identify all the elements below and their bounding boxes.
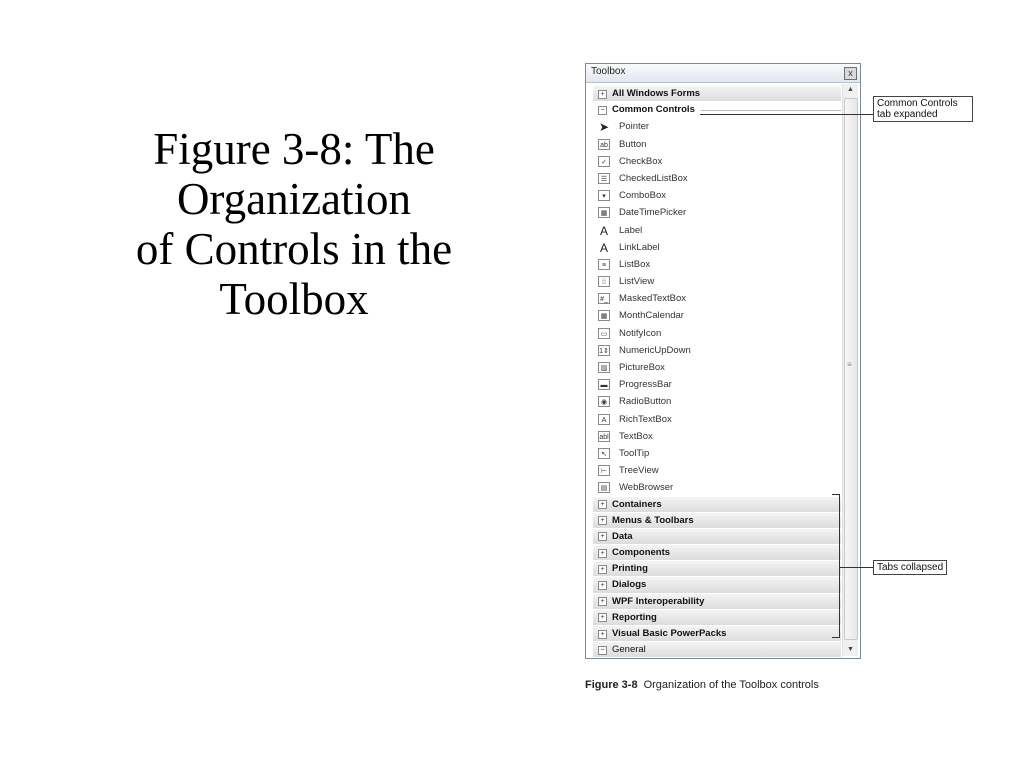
category-label: Data bbox=[612, 530, 633, 542]
callout-line-collapsed bbox=[839, 567, 874, 568]
slide-title-line-1: Figure 3-8: The bbox=[153, 124, 435, 174]
expand-icon[interactable]: + bbox=[598, 630, 607, 639]
toolbox-item-label: LinkLabel bbox=[619, 241, 660, 253]
toolbox-item[interactable] bbox=[593, 411, 841, 428]
toolbox-item-label: CheckBox bbox=[619, 155, 663, 167]
category-all-windows-forms[interactable] bbox=[593, 86, 841, 102]
toolbox-item[interactable] bbox=[593, 359, 841, 376]
category-printing[interactable] bbox=[593, 561, 841, 577]
slide-title-line-4: Toolbox bbox=[219, 274, 369, 324]
category-label: Containers bbox=[612, 498, 662, 510]
toolbox-item[interactable] bbox=[593, 479, 841, 496]
category-general[interactable] bbox=[593, 642, 841, 658]
category-divider bbox=[701, 110, 841, 111]
toolbox-item[interactable] bbox=[593, 342, 841, 359]
toolbox-item[interactable] bbox=[593, 290, 841, 307]
pointer-icon: ➤ bbox=[598, 120, 610, 135]
expand-icon[interactable]: + bbox=[598, 549, 607, 558]
toolbox-item[interactable] bbox=[593, 187, 841, 204]
scroll-grip-icon: ≡ bbox=[847, 360, 852, 369]
close-icon[interactable]: x bbox=[844, 67, 857, 80]
rich-text-box-icon: A bbox=[598, 414, 610, 425]
scroll-down-icon[interactable]: ▼ bbox=[847, 646, 854, 653]
toolbox-item[interactable] bbox=[593, 307, 841, 324]
toolbox-item-label: MonthCalendar bbox=[619, 310, 684, 322]
checked-list-box-icon: ☰ bbox=[598, 173, 610, 184]
toolbox-item[interactable] bbox=[593, 393, 841, 410]
category-label: All Windows Forms bbox=[612, 88, 701, 99]
category-label: Menus & Toolbars bbox=[612, 514, 694, 526]
toolbox-header bbox=[586, 64, 860, 83]
toolbox-item-label: ListView bbox=[619, 276, 655, 288]
progress-bar-icon: ▬ bbox=[598, 379, 610, 390]
toolbox-item-label: CheckedListBox bbox=[619, 172, 688, 184]
web-browser-icon: ▤ bbox=[598, 482, 610, 493]
expand-icon[interactable]: + bbox=[598, 500, 607, 509]
callout-expanded: Common Controls tab expanded bbox=[873, 96, 973, 122]
collapsed-categories bbox=[593, 497, 841, 643]
toolbox-item[interactable] bbox=[593, 325, 841, 342]
toolbox-item[interactable] bbox=[593, 376, 841, 393]
toolbox-item[interactable] bbox=[593, 170, 841, 187]
text-box-icon: abl bbox=[598, 431, 610, 442]
category-containers[interactable] bbox=[593, 497, 841, 513]
picture-box-icon: ▨ bbox=[598, 362, 610, 373]
button-icon: ab bbox=[598, 139, 610, 150]
caption-text: Organization of the Toolbox controls bbox=[643, 679, 819, 691]
control-items bbox=[593, 118, 841, 496]
toolbox-item-label: ToolTip bbox=[619, 447, 650, 459]
tooltip-icon: ↖ bbox=[598, 448, 610, 459]
scroll-thumb[interactable] bbox=[844, 98, 858, 640]
toolbox-item-label: ComboBox bbox=[619, 190, 666, 202]
callout-collapsed: Tabs collapsed bbox=[873, 560, 947, 575]
category-label: Components bbox=[612, 547, 671, 559]
toolbox-item[interactable] bbox=[593, 256, 841, 273]
list-box-icon: ≡ bbox=[598, 259, 610, 270]
toolbox-title: Toolbox bbox=[591, 66, 626, 77]
slide-title-line-3: of Controls in the bbox=[135, 224, 453, 274]
category-label: Common Controls bbox=[612, 104, 695, 116]
toolbox-item-label: NotifyIcon bbox=[619, 327, 662, 339]
expand-icon[interactable]: + bbox=[598, 565, 607, 574]
toolbox-window bbox=[585, 63, 861, 659]
label-icon: A bbox=[599, 223, 608, 238]
category-common-controls[interactable] bbox=[593, 102, 841, 118]
toolbox-item-label: WebBrowser bbox=[619, 482, 674, 494]
toolbox-item-label: DateTimePicker bbox=[619, 207, 687, 219]
toolbox-item[interactable] bbox=[593, 273, 841, 290]
scroll-up-icon[interactable]: ▲ bbox=[847, 86, 854, 93]
collapse-icon[interactable]: − bbox=[598, 646, 607, 655]
bracket-bottom bbox=[832, 637, 840, 638]
toolbox-item-label: Pointer bbox=[619, 121, 650, 133]
month-calendar-icon: ▦ bbox=[598, 310, 610, 321]
date-time-picker-icon: ▦ bbox=[598, 207, 610, 218]
caption-number: Figure 3-8 bbox=[585, 679, 638, 691]
masked-text-box-icon: #_ bbox=[598, 293, 610, 304]
category-label: WPF Interoperability bbox=[612, 595, 705, 607]
toolbox-item[interactable] bbox=[593, 222, 841, 239]
toolbox-item[interactable] bbox=[593, 239, 841, 256]
toolbox-item[interactable] bbox=[593, 204, 841, 221]
combo-box-icon: ▾ bbox=[598, 190, 610, 201]
expand-icon[interactable]: + bbox=[598, 90, 607, 99]
category-visual-basic-powerpacks[interactable] bbox=[593, 626, 841, 642]
toolbox-item-label: RadioButton bbox=[619, 396, 672, 408]
expand-icon[interactable]: + bbox=[598, 516, 607, 525]
category-label: Visual Basic PowerPacks bbox=[612, 628, 727, 639]
vertical-scrollbar[interactable] bbox=[842, 84, 858, 656]
category-label: Dialogs bbox=[612, 579, 647, 591]
toolbox-item[interactable] bbox=[593, 462, 841, 479]
figure-caption bbox=[585, 679, 819, 691]
callout-line-expanded bbox=[700, 114, 874, 115]
slide-title bbox=[82, 124, 506, 324]
toolbox-item[interactable] bbox=[593, 136, 841, 153]
toolbox-list bbox=[593, 86, 841, 658]
list-view-icon: ⁞⁞ bbox=[598, 276, 610, 287]
category-label: Reporting bbox=[612, 611, 657, 623]
category-reporting[interactable] bbox=[593, 610, 841, 626]
toolbox-item-label: RichTextBox bbox=[619, 413, 672, 425]
category-components[interactable] bbox=[593, 545, 841, 561]
toolbox-item[interactable] bbox=[593, 445, 841, 462]
toolbox-item-label: TreeView bbox=[619, 465, 659, 477]
toolbox-item[interactable] bbox=[593, 153, 841, 170]
notify-icon-icon: ▭ bbox=[598, 328, 610, 339]
slide-title-line-2: Organization bbox=[176, 174, 412, 224]
toolbox-item-label: ProgressBar bbox=[619, 379, 672, 391]
toolbox-item-label: PictureBox bbox=[619, 362, 665, 373]
toolbox-item-label: Label bbox=[619, 224, 643, 236]
numeric-up-down-icon: 1⇕ bbox=[598, 345, 610, 356]
expand-icon[interactable]: + bbox=[598, 613, 607, 622]
checkbox-icon: ✓ bbox=[598, 156, 610, 167]
expand-icon[interactable]: + bbox=[598, 532, 607, 541]
radio-button-icon: ◉ bbox=[598, 396, 610, 407]
toolbox-item-label: MaskedTextBox bbox=[619, 293, 687, 305]
toolbox-item-label: Button bbox=[619, 138, 647, 150]
bracket-vertical bbox=[839, 494, 840, 638]
toolbox-item-label: NumericUpDown bbox=[619, 344, 691, 356]
toolbox-item-label: ListBox bbox=[619, 258, 651, 270]
link-label-icon: A bbox=[599, 240, 608, 255]
toolbox-item[interactable] bbox=[593, 428, 841, 445]
category-wpf-interoperability[interactable] bbox=[593, 594, 841, 610]
category-menus-toolbars[interactable] bbox=[593, 513, 841, 529]
expand-icon[interactable]: + bbox=[598, 581, 607, 590]
collapse-icon[interactable]: − bbox=[598, 106, 607, 115]
toolbox-item-label: TextBox bbox=[619, 430, 653, 442]
expand-icon[interactable]: + bbox=[598, 597, 607, 606]
category-label: General bbox=[612, 644, 646, 656]
category-data[interactable] bbox=[593, 529, 841, 545]
toolbox-item[interactable] bbox=[593, 118, 841, 135]
tree-view-icon: ⊢ bbox=[598, 465, 610, 476]
category-label: Printing bbox=[612, 563, 648, 575]
category-dialogs[interactable] bbox=[593, 577, 841, 593]
